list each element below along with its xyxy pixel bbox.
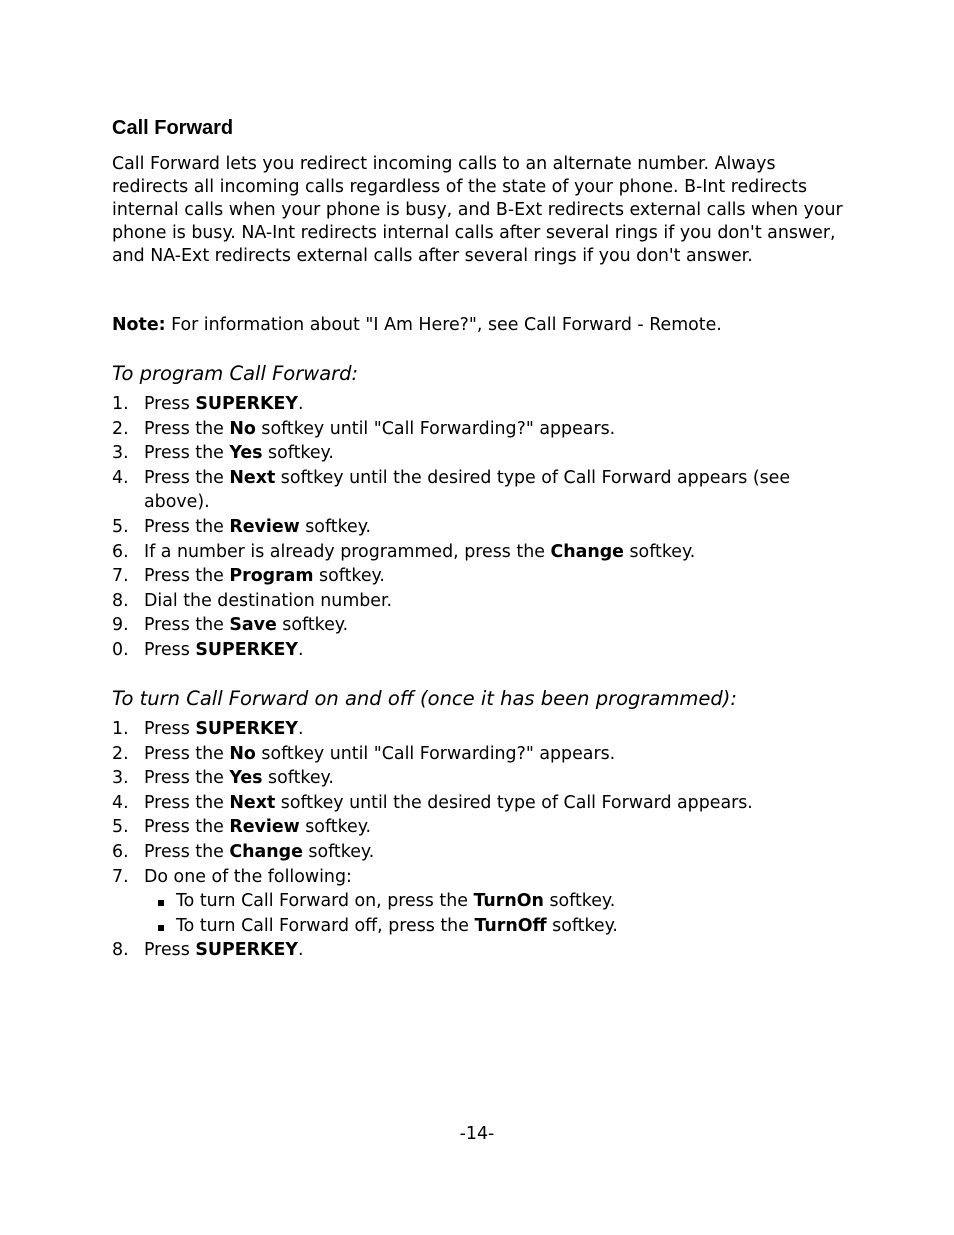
step-number: 3.	[112, 768, 129, 789]
program-step	[112, 392, 852, 417]
toggle-step	[112, 717, 852, 742]
step-text: .	[297, 639, 304, 660]
step-text: Press the	[144, 768, 230, 789]
step-keyword: No	[229, 743, 256, 764]
step-number: 7.	[112, 866, 129, 887]
program-steps-list	[112, 392, 852, 663]
step-text: softkey.	[299, 817, 372, 838]
step-keyword: SUPERKEY	[195, 719, 298, 739]
step-number: 8.	[112, 940, 129, 961]
step-text: Press the	[144, 743, 230, 764]
step-number: 5.	[112, 817, 129, 838]
program-step	[112, 441, 852, 466]
step-text: softkey.	[262, 768, 334, 789]
program-step	[112, 638, 852, 663]
step-keyword: SUPERKEY	[195, 639, 298, 660]
step-number: 8.	[112, 590, 129, 611]
step-text: .	[297, 719, 304, 739]
step-keyword: SUPERKEY	[195, 940, 298, 961]
toggle-step	[112, 791, 852, 816]
step-text: Press	[144, 639, 196, 660]
step-text: Press the	[144, 566, 230, 587]
step-keyword: Review	[229, 516, 300, 537]
program-step	[112, 540, 852, 565]
step-text: softkey.	[623, 541, 696, 562]
step-text: softkey.	[546, 915, 618, 936]
step-number: 3.	[112, 443, 129, 464]
program-step	[112, 589, 852, 614]
step-text: Press	[144, 940, 196, 961]
page-number: -14-	[459, 1124, 495, 1144]
sub-option	[158, 914, 852, 939]
toggle-step	[112, 815, 852, 840]
note-label: Note:	[112, 315, 166, 335]
step-keyword: Program	[229, 566, 314, 587]
note-paragraph	[112, 314, 852, 337]
step-number: 6.	[112, 841, 129, 862]
step-number: 1.	[112, 394, 129, 414]
program-step	[112, 564, 852, 589]
step-text: softkey.	[276, 615, 349, 636]
sub-options-list	[144, 889, 852, 938]
step-keyword: Save	[229, 615, 277, 636]
step-keyword: Change	[550, 541, 624, 562]
step-text: Press the	[144, 443, 230, 464]
step-text: softkey.	[302, 841, 375, 862]
step-number: 4.	[112, 467, 129, 488]
program-step	[112, 515, 852, 540]
step-keyword: Review	[229, 817, 300, 838]
step-text: Press the	[144, 516, 230, 537]
note-text: For information about "I Am Here?", see Call Forward - Remote.	[165, 315, 722, 335]
step-text: softkey.	[299, 516, 372, 537]
step-text: To turn Call Forward off, press the	[176, 915, 475, 936]
step-text: softkey until the desired type of Call Forward appears (see above).	[144, 467, 791, 513]
bullet-square-icon	[158, 925, 164, 931]
step-text: Press the	[144, 792, 230, 813]
step-text: .	[297, 940, 304, 961]
step-text: Press the	[144, 817, 230, 838]
step-keyword: Yes	[229, 768, 263, 789]
step-text: softkey until the desired type of Call Forward appears.	[275, 792, 753, 813]
step-text: softkey until "Call Forwarding?" appears.	[255, 743, 616, 764]
step-keyword: TurnOn	[473, 891, 544, 912]
step-text: softkey.	[262, 443, 334, 464]
step-text: Press	[144, 394, 196, 414]
toggle-step	[112, 766, 852, 791]
step-keyword: No	[229, 418, 256, 439]
toggle-step	[112, 865, 852, 939]
step-keyword: Yes	[229, 443, 263, 464]
step-text: Press the	[144, 615, 230, 636]
step-number: 9.	[112, 615, 129, 636]
step-text: If a number is already programmed, press the	[144, 541, 551, 562]
step-keyword: TurnOff	[474, 915, 547, 936]
step-text: Press	[144, 719, 196, 739]
step-text: Do one of the following:	[144, 866, 352, 887]
sub-option	[158, 889, 852, 914]
program-step	[112, 466, 852, 515]
step-keyword: Next	[229, 467, 276, 488]
step-text: .	[297, 394, 304, 414]
step-number: 7.	[112, 566, 129, 587]
toggle-heading: To turn Call Forward on and off (once it has been programmed):	[112, 687, 737, 710]
toggle-step	[112, 742, 852, 767]
intro-paragraph: Call Forward lets you redirect incoming calls to an alternate number. Always redirects all incoming calls regardless of the state of your phone. B-Int redirects internal calls when your phone is busy, and B-Ext redirects external calls when your phone is busy. NA-Int redirects internal calls after several rings if you don't answer, and NA-Ext redirects external calls after several rings if you don't answer.	[112, 154, 843, 266]
step-text: Dial the destination number.	[144, 590, 393, 611]
step-text: Press the	[144, 418, 230, 439]
step-number: 1.	[112, 719, 129, 739]
toggle-steps-list	[112, 717, 852, 963]
toggle-step	[112, 938, 852, 963]
bullet-square-icon	[158, 900, 164, 906]
page-title: Call Forward	[112, 117, 234, 139]
step-text: Press the	[144, 841, 230, 862]
step-keyword: Next	[229, 792, 276, 813]
step-text: softkey until "Call Forwarding?" appears.	[255, 418, 616, 439]
step-text: Press the	[144, 467, 230, 488]
program-step	[112, 417, 852, 442]
step-text: To turn Call Forward on, press the	[176, 891, 474, 912]
program-heading: To program Call Forward:	[112, 362, 359, 385]
toggle-step	[112, 840, 852, 865]
step-number: 5.	[112, 516, 129, 537]
step-number: 2.	[112, 743, 129, 764]
step-keyword: SUPERKEY	[195, 394, 298, 414]
step-number: 6.	[112, 541, 129, 562]
step-number: 0.	[112, 639, 129, 660]
step-keyword: Change	[229, 841, 303, 862]
step-number: 2.	[112, 418, 129, 439]
step-text: softkey.	[313, 566, 385, 587]
step-text: softkey.	[543, 891, 616, 912]
step-number: 4.	[112, 792, 129, 813]
program-step	[112, 613, 852, 638]
